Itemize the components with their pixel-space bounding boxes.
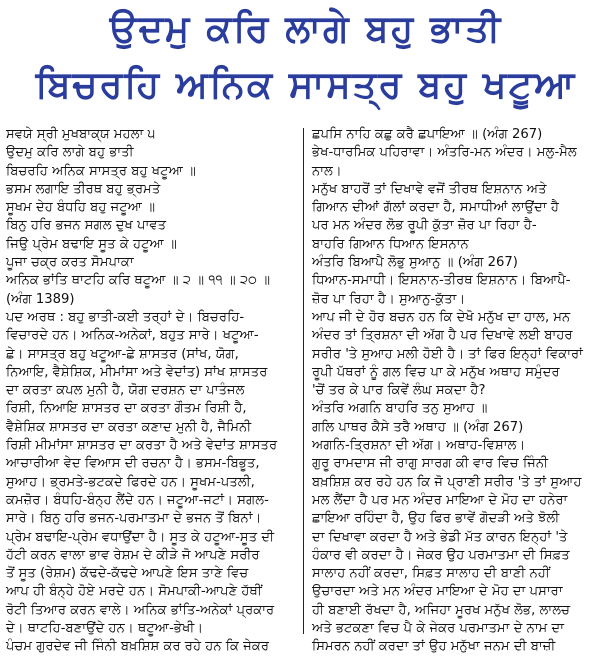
title-line-2: ਬਿਚਰਹਿ ਅਨਿਕ ਸਾਸਤ੍ਰ ਬਹੁ ਖਟੂਆ (35, 63, 577, 106)
text-line: ਧਿਆਨ-ਸਮਾਧੀ। ਇਸਨਾਨ-ਤੀਰਥ ਇਸ਼ਨਾਨ। ਬਿਆਪੈ- (312, 273, 571, 289)
text-line: ਸਾਰੇ। ਬਿਨੁ ਹਰਿ ਭਜਨ-ਪਰਮਾਤਮਾ ਦੇ ਭਜਨ ਤੋਂ ਬਿਨਾਂ। (6, 511, 262, 527)
text-line: ਰਿਸ਼ੀ, ਨਿਆਇ ਸ਼ਾਸਤਰ ਦਾ ਕਰਤਾ ਗੌਤਮ ਰਿਸ਼ੀ ਹੈ, (6, 401, 247, 417)
text-line: ਅਨਿਕ ਭਾਂਤਿ ਥਾਟਹਿ ਕਰਿ ਥਟੂਆ ॥ ੨ ॥ ੧੧ ॥ ੨੦ ॥ (6, 273, 271, 289)
text-line: (ਅੰਗ 1389) (6, 291, 75, 307)
text-line: ਆਪ ਜੀ ਦੇ ਹੋਰ ਬਚਨ ਹਨ ਕਿ ਦੇਖੋ ਮਨੁੱਖ ਦਾ ਹਾਲ, ਮਨ (312, 309, 571, 325)
text-line: ਸੂਖਮ ਦੇਹ ਬੰਧਹਿ ਬਹੁ ਜਟੂਆ ॥ (6, 200, 156, 216)
text-line: ਅਤੇ ਭਟਕਣਾ ਵਿਚ ਪੈ ਕੇ ਜੇਕਰ ਪਰਮਾਤਮਾ ਦੇ ਨਾਮ ਦਾ (312, 621, 565, 637)
text-line: ਬਿਚਰਹਿ ਅਨਿਕ ਸਾਸਤ੍ਰ ਬਹੁ ਖਟੂਆ ॥ (6, 163, 196, 179)
text-line: ਵੈਸ਼ੇਸ਼ਿਕ ਸ਼ਾਸਤਰ ਦਾ ਕਰਤਾ ਕਣਾਦ ਮੁਨੀ ਹੈ, ਜੈਮਿਨੀ (6, 419, 252, 435)
text-line: ਛਾਇਆ ਰਹਿੰਦਾ ਹੈ, ਉਹ ਫਿਰ ਭਾਵੇਂ ਗੋਦੜੀ ਅਤੇ ਝੋਲੀ (312, 511, 560, 527)
text-line: 'ਚੋਂ ਤਰ ਕੇ ਪਾਰ ਕਿਵੇਂ ਲੰਘ ਸਕਦਾ ਹੈ? (312, 383, 486, 399)
text-line: ਮਲ ਲੈਂਦਾ ਹੈ ਪਰ ਮਨ ਅੰਦਰ ਮਾਇਆ ਦੇ ਮੋਹ ਦਾ ਹਨੇਰਾ (312, 492, 568, 508)
text-line: ਸਵਯੇ ਸ੍ਰੀ ਮੁਖਬਾਕ੍ਯ ਮਹਲਾ ੫ (6, 127, 156, 142)
text-line: ਰੋਟੀ ਤਿਆਰ ਕਰਨ ਵਾਲੇ। ਅਨਿਕ ਭਾਂਤਿ-ਅਨੇਕਾਂ ਪ੍ਰਕਾਰ (6, 602, 275, 618)
verse-block (6, 126, 298, 309)
text-line: ਹੰਕਾਰ ਵੀ ਕਰਦਾ ਹੈ। ਜੇਕਰ ਉਹ ਪਰਮਾਤਮਾ ਦੀ ਸਿਫ਼ਤ (312, 547, 570, 563)
text-line: ਦਾ ਕਰਤਾ ਕਪਲ ਮੁਨੀ ਹੈ, ਯੋਗ ਦਰਸ਼ਨ ਦਾ ਪਾਤੰਜਲ (6, 383, 245, 399)
text-line: ਸਰੀਰ 'ਤੇ ਸੁਆਹ ਮਲੀ ਹੋਈ ਹੈ। ਤਾਂ ਫਿਰ ਇਨ੍ਹਾਂ ਵਿਕਾਰਾਂ (312, 346, 583, 362)
commentary-block (6, 309, 298, 657)
title-line-1: ਉਦਮੁ ਕਰਿ ਲਾਗੇ ਬਹੁ ਭਾਤੀ (109, 7, 503, 50)
text-line: ਦਾ ਦਿਖਾਵਾ ਕਰਦਾ ਹੈ ਅਤੇ ਭੇਡੀ ਮੱਤ ਕਾਰਨ ਇਨ੍ਹਾਂ 'ਤੇ (312, 529, 568, 545)
text-line: ਗਿਆਨ ਦੀਆਂ ਗੱਲਾਂ ਕਰਦਾ ਹੈ, ਸਮਾਧੀਆਂ ਲਾਉਂਦਾ ਹੈ (312, 200, 559, 216)
text-line: ਅੰਦਰ ਤਾਂ ਤ੍ਰਿਸ਼ਨਾ ਦੀ ਅੱਗ ਹੈ ਪਰ ਦਿਖਾਵੇ ਲਈ ਬਾਹਰ (312, 328, 573, 344)
text-line: ਆਚਾਰੀਆ ਵੇਦ ਵਿਆਸ ਦੀ ਰਚਨਾ ਹੈ। ਭਸਮ-ਬਿਭੂਤ, (6, 456, 260, 472)
text-line: ਨਾਲ। (312, 163, 342, 179)
text-line: ਗਲਿ ਪਾਥਰ ਕੈਸੇ ਤਰੈ ਅਥਾਹ ॥ (ਅੰਗ 267) (312, 419, 524, 435)
text-line: ਭਸਮ ਲਗਾਇ ਤੀਰਥ ਬਹੁ ਭ੍ਰਮਤੇ (6, 181, 161, 197)
text-line: ਪਰ ਮਨ ਅੰਦਰ ਲੋਭ ਰੂਪੀ ਕੁੱਤਾ ਜ਼ੋਰ ਪਾ ਰਿਹਾ ਹੈ- (312, 218, 537, 234)
text-line: ਅੰਤਰਿ ਅਗਨਿ ਬਾਹਰਿ ਤਨੁ ਸੁਆਹ ॥ (312, 401, 488, 417)
text-line: ਛਪਸਿ ਨਾਹਿ ਕਛੁ ਕਰੈ ਛਪਾਇਆ ॥ (ਅੰਗ 267) (312, 127, 543, 142)
text-line: ਉਚਾਰਦਾ ਅਤੇ ਮਨ ਅੰਦਰ ਮਾਇਆ ਦੇ ਮੋਹ ਦਾ ਪਸਾਰਾ (312, 584, 563, 600)
text-line: ਗੁਰੂ ਰਾਮਦਾਸ ਜੀ ਰਾਗੁ ਸਾਰਗ ਕੀ ਵਾਰ ਵਿਚ ਜਿੰਨੀ (312, 456, 549, 472)
text-line: ਪਦ ਅਰਥ : ਬਹੁ ਭਾਤੀ-ਕਈ ਤਰ੍ਹਾਂ ਦੇ। ਬਿਚਰਹਿ- (6, 309, 245, 325)
text-line: ਬਾਹਰਿ ਗਿਆਨ ਧਿਆਨ ਇਸਨਾਨ (312, 236, 469, 252)
text-line: ਸਾਲਾਹ ਨਹੀਂ ਕਰਦਾ, ਸਿਫ਼ਤ ਸਾਲਾਹ ਦੀ ਬਾਣੀ ਨਹੀਂ (312, 566, 550, 582)
text-line: ਭੇਖ-ਧਾਰਮਿਕ ਪਹਿਰਾਵਾ। ਅੰਤਰਿ-ਮਨ ਅੰਦਰ। ਮਲੁ-ਮੈਲ (312, 145, 577, 161)
text-line: ਸਿਮਰਨ ਨਹੀਂ ਕਰਦਾ ਤਾਂ ਉਹ ਮਨੁੱਖਾ ਜਨਮ ਦੀ ਬਾਜ਼ੀ (312, 639, 556, 655)
text-line: ਆਪ ਹੀ ਬੰਨ੍ਹੇ ਹੋਏ ਮਰਦੇ ਹਨ। ਸੋਮਪਾਕੀ-ਆਪਣੇ ਹੱਥੀਂ (6, 584, 262, 600)
text-line: ਅੰਤਰਿ ਬਿਆਪੈ ਲੋਭੁ ਸੁਆਨੁ ॥ (ਅੰਗ 267) (312, 255, 518, 271)
text-line: ਮਨੁੱਖ ਬਾਹਰੋਂ ਤਾਂ ਦਿਖਾਵੇ ਵਜੋਂ ਤੀਰਥ ਇਸ਼ਨਾਨ ਅਤੇ (312, 181, 547, 197)
text-line: ਤੋਂ ਸੂਤ (ਰੇਸ਼ਮ) ਕੱਢਦੇ-ਕੱਢਦੇ ਆਪਣੇ ਇਸ ਤਾਣੇ ਵਿਚ (6, 566, 249, 582)
left-column (6, 126, 298, 655)
text-line: ਜਿਉ ਪ੍ਰੇਮ ਬਢਾਇ ਸੂਤ ਕੇ ਹਟੂਆ ॥ (6, 236, 177, 252)
text-line: ਅਗਨਿ-ਤ੍ਰਿਸ਼ਨਾ ਦੀ ਅੱਗ। ਅਥਾਹ-ਵਿਸ਼ਾਲ। (312, 438, 526, 454)
text-line: ਜ਼ੋਰ ਪਾ ਰਿਹਾ ਹੈ। ਸੁਆਨੁ-ਕੁੱਤਾ। (312, 291, 466, 307)
right-column (312, 126, 604, 655)
text-line: ਛੇ। ਸਾਸਤ੍ਰ ਬਹੁ ਖਟੂਆ-ਛੇ ਸ਼ਾਸਤਰ (ਸਾਂਖ, ਯੋਗ, (6, 346, 239, 362)
text-line: ਕਮਜ਼ੋਰ। ਬੰਧਹਿ-ਬੰਨ੍ਹ ਲੈਂਦੇ ਹਨ। ਜਟੂਆ-ਜਟਾਂ। ਸਗਲ- (6, 492, 269, 508)
text-line: ਰਿਸ਼ੀ ਮੀਮਾਂਸਾ ਸ਼ਾਸਤਰ ਦਾ ਕਰਤਾ ਹੈ ਅਤੇ ਵੇਦਾਂਤ ਸ਼ਾਸਤਰ (6, 438, 278, 454)
text-line: ਦੇ। ਥਾਟਹਿ-ਬਣਾਉਂਦੇ ਹਨ। ਥਟੂਆ-ਭੇਖੀ। (6, 621, 204, 637)
right-text-block (312, 126, 604, 657)
text-line: ਉਦਮੁ ਕਰਿ ਲਾਗੇ ਬਹੁ ਭਾਤੀ (6, 145, 134, 161)
text-line: ਪੂਜਾ ਚਕ੍ਰ ਕਰਤ ਸੋਮਪਾਕਾ (6, 255, 134, 271)
text-line: ਸੁਆਹ। ਭ੍ਰਮਤੇ-ਭਟਕਦੇ ਫਿਰਦੇ ਹਨ। ਸੂਖਮ-ਪਤਲੀ, (6, 474, 255, 490)
text-line: ਨਿਆਇ, ਵੈਸ਼ੇਸ਼ਿਕ, ਮੀਮਾਂਸਾ ਅਤੇ ਵੇਦਾਂਤ) ਸਾਂਖ ਸ਼ਾਸਤਰ (6, 364, 268, 380)
column-divider (303, 128, 304, 634)
text-line: ਵਿਚਾਰਦੇ ਹਨ। ਅਨਿਕ-ਅਨੇਕਾਂ, ਬਹੁਤ ਸਾਰੇ। ਖਟੂਆ- (6, 328, 259, 344)
text-line: ਹੱਟੀ ਕਰਨ ਵਾਲਾ ਭਾਵ ਰੇਸ਼ਮ ਦੇ ਕੀੜੇ ਜੋ ਆਪਣੇ ਸਰੀਰ (6, 547, 260, 563)
text-line: ਬਖ਼ਸ਼ਿਸ਼ ਕਰ ਰਹੇ ਹਨ ਕਿ ਜੋ ਪ੍ਰਾਣੀ ਸਰੀਰ 'ਤੇ ਤਾਂ ਸੁਆਹ (312, 474, 582, 490)
text-line: ਰੂਪੀ ਪੱਥਰਾਂ ਨੂੰ ਗਲ ਵਿਚ ਪਾ ਕੇ ਮਨੁੱਖ ਅਥਾਹ ਸਮੁੰਦਰ (312, 364, 560, 380)
text-line: ਪੰਚਮ ਗੁਰਦੇਵ ਜੀ ਜਿੰਨੀ ਬਖ਼ਸ਼ਿਸ਼ ਕਰ ਰਹੇ ਹਨ ਕਿ ਜੇਕਰ (6, 639, 270, 655)
text-line: ਬਿਨੁ ਹਰਿ ਭਜਨ ਸਗਲ ਦੁਖ ਪਾਵਤ (6, 218, 167, 234)
text-line: ਹੀ ਬਣਾਈ ਰੱਖਦਾ ਹੈ, ਅਜਿਹਾ ਮੂਰਖ ਮਨੁੱਖ ਲੋਭ, ਲਾਲਚ (312, 602, 570, 618)
text-line: ਪ੍ਰੇਮ ਬਢਾਇ-ਪ੍ਰੇਮ ਵਧਾਉਂਦਾ ਹੈ। ਸੂਤ ਕੇ ਹਟੂਆ-ਸੂਤ ਦੀ (6, 529, 275, 545)
